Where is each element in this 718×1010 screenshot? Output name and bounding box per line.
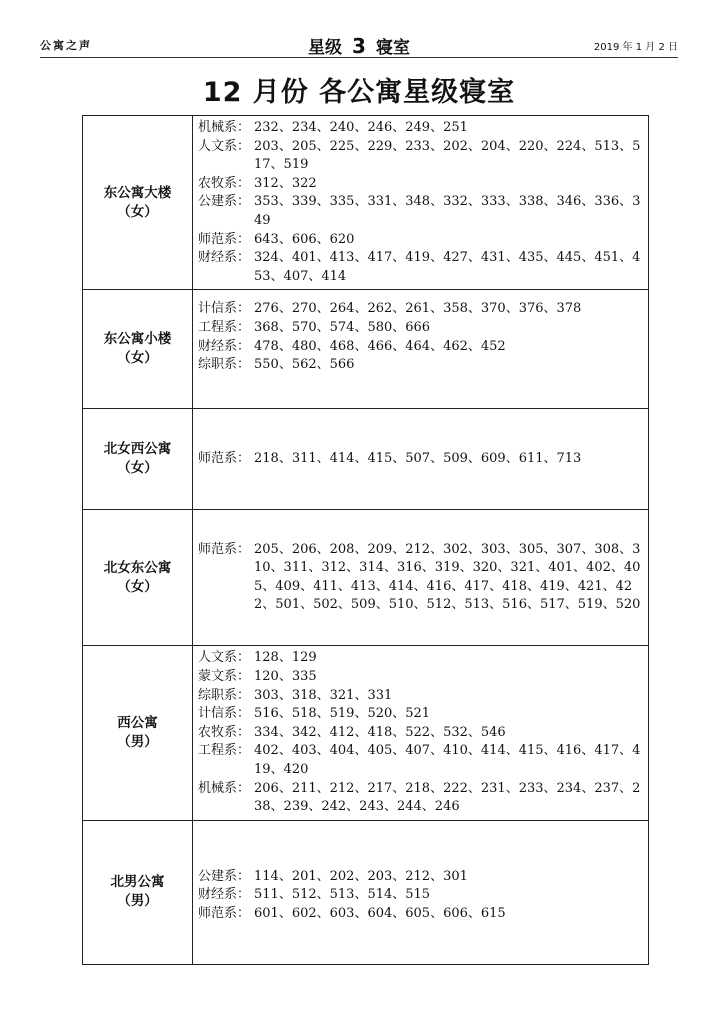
dept-name: 人文系： xyxy=(198,650,251,666)
building-name: 西公寓 xyxy=(117,715,158,732)
dept-entry xyxy=(198,138,644,175)
room-numbers: 601、602、603、604、605、606、615 xyxy=(254,905,506,921)
building-gender: （女） xyxy=(117,350,158,367)
star-dorm-table xyxy=(82,115,649,965)
room-numbers: 205、206、208、209、212、302、303、305、307、308、310、311、312、314、316、319、320、321、401、402、405、409、411、413、414、416、417、418、419、421、422、501、502、509、510、512、513、516、517、519、520 xyxy=(254,541,641,613)
building-name: 东公寓小楼 xyxy=(103,331,172,348)
building-gender: （女） xyxy=(117,578,158,595)
building-cell xyxy=(83,290,193,409)
dept-entry xyxy=(198,300,644,319)
dept-entry xyxy=(198,356,644,375)
dept-name: 综职系： xyxy=(198,687,251,703)
dept-name: 农牧系： xyxy=(198,175,251,191)
dept-name: 财经系： xyxy=(198,887,251,903)
publication-name: 公寓之声 xyxy=(40,39,92,52)
building-row xyxy=(83,820,649,964)
room-numbers: 232、234、240、246、249、251 xyxy=(254,120,468,135)
dept-name: 计信系： xyxy=(198,706,251,722)
building-cell xyxy=(83,820,193,964)
room-numbers: 324、401、413、417、419、427、431、435、445、451、453、407、414 xyxy=(254,250,641,284)
dept-name: 机械系： xyxy=(198,780,251,796)
room-numbers: 511、512、513、514、515 xyxy=(254,887,431,903)
dept-entry xyxy=(198,905,644,924)
dept-name: 工程系： xyxy=(198,319,251,335)
room-numbers: 550、562、566 xyxy=(254,357,355,373)
room-numbers: 368、570、574、580、666 xyxy=(254,319,431,335)
building-row xyxy=(83,646,649,820)
dept-entry xyxy=(198,338,644,357)
issue-label xyxy=(308,33,410,58)
room-list-cell xyxy=(193,646,649,820)
building-row xyxy=(83,409,649,510)
building-row xyxy=(83,510,649,646)
dept-entry xyxy=(198,780,644,817)
dept-entry xyxy=(198,724,644,743)
room-numbers: 353、339、335、331、348、332、333、338、346、336、349 xyxy=(254,194,641,228)
room-numbers: 128、129 xyxy=(254,650,317,666)
room-numbers: 643、606、620 xyxy=(254,231,355,247)
room-numbers: 402、403、404、405、407、410、414、415、416、417、419、420 xyxy=(254,743,641,777)
dept-name: 财经系： xyxy=(198,338,251,354)
building-name: 东公寓大楼 xyxy=(103,184,172,201)
room-numbers: 334、342、412、418、522、532、546 xyxy=(254,724,506,740)
dept-name: 工程系： xyxy=(198,743,251,759)
dept-name: 综职系： xyxy=(198,357,251,373)
room-list-cell xyxy=(193,290,649,409)
building-cell xyxy=(83,646,193,820)
dept-name: 公建系： xyxy=(198,194,251,210)
dept-entry xyxy=(198,649,644,668)
building-cell xyxy=(83,510,193,646)
dept-entry xyxy=(198,193,644,230)
issue-prefix: 星级 xyxy=(308,38,343,58)
dept-entry xyxy=(198,886,644,905)
room-numbers: 120、335 xyxy=(254,668,317,684)
dept-name: 财经系： xyxy=(198,250,251,266)
dept-name: 人文系： xyxy=(198,138,251,154)
dept-entry xyxy=(198,541,644,615)
dept-name: 师范系： xyxy=(198,905,251,921)
dept-name: 机械系： xyxy=(198,120,251,135)
dept-name: 师范系： xyxy=(198,231,251,247)
building-name: 北男公寓 xyxy=(110,874,165,891)
room-list-cell xyxy=(193,409,649,510)
dept-name: 公建系： xyxy=(198,868,251,884)
dept-name: 师范系： xyxy=(198,451,251,467)
building-gender: （男） xyxy=(117,893,158,910)
table-body xyxy=(83,116,649,965)
dept-entry xyxy=(198,249,644,286)
room-list-cell xyxy=(193,820,649,964)
dept-entry xyxy=(198,119,644,138)
building-gender: （男） xyxy=(117,734,158,751)
page-title: 12 月份 各公寓星级寝室 xyxy=(202,77,516,108)
dept-entry xyxy=(198,705,644,724)
room-numbers: 114、201、202、203、212、301 xyxy=(254,868,468,884)
building-gender: （女） xyxy=(117,203,158,220)
room-numbers: 303、318、321、331 xyxy=(254,687,393,703)
room-numbers: 218、311、414、415、507、509、609、611、713 xyxy=(254,451,582,467)
building-gender: （女） xyxy=(117,460,158,477)
dept-entry xyxy=(198,175,644,194)
building-cell xyxy=(83,409,193,510)
building-cell xyxy=(83,116,193,290)
room-numbers: 206、211、212、217、218、222、231、233、234、237、238、239、242、243、244、246 xyxy=(254,780,641,815)
issue-date: 2019 年 1 月 2 日 xyxy=(593,42,678,53)
dept-name: 师范系： xyxy=(198,541,251,557)
dept-name: 计信系： xyxy=(198,301,251,317)
dept-entry xyxy=(198,687,644,706)
room-list-cell xyxy=(193,116,649,290)
building-name: 北女西公寓 xyxy=(103,441,172,458)
dept-entry xyxy=(198,450,644,469)
building-name: 北女东公寓 xyxy=(103,559,172,576)
room-numbers: 478、480、468、466、464、462、452 xyxy=(254,338,506,354)
dept-entry xyxy=(198,668,644,687)
dept-entry xyxy=(198,868,644,887)
room-list-cell xyxy=(193,510,649,646)
building-row xyxy=(83,116,649,290)
page-header xyxy=(40,33,678,58)
dept-name: 农牧系： xyxy=(198,724,251,740)
issue-number: 3 xyxy=(352,34,366,58)
issue-suffix: 寝室 xyxy=(375,38,410,58)
dept-entry xyxy=(198,742,644,779)
room-numbers: 312、322 xyxy=(254,175,317,191)
dept-entry xyxy=(198,319,644,338)
dept-entry xyxy=(198,231,644,250)
room-numbers: 516、518、519、520、521 xyxy=(254,706,431,722)
room-numbers: 203、205、225、229、233、202、204、220、224、513、517、519 xyxy=(254,138,641,173)
dept-name: 蒙文系： xyxy=(198,668,251,684)
header-divider xyxy=(40,57,678,58)
room-numbers: 276、270、264、262、261、358、370、376、378 xyxy=(254,301,582,317)
building-row xyxy=(83,290,649,409)
